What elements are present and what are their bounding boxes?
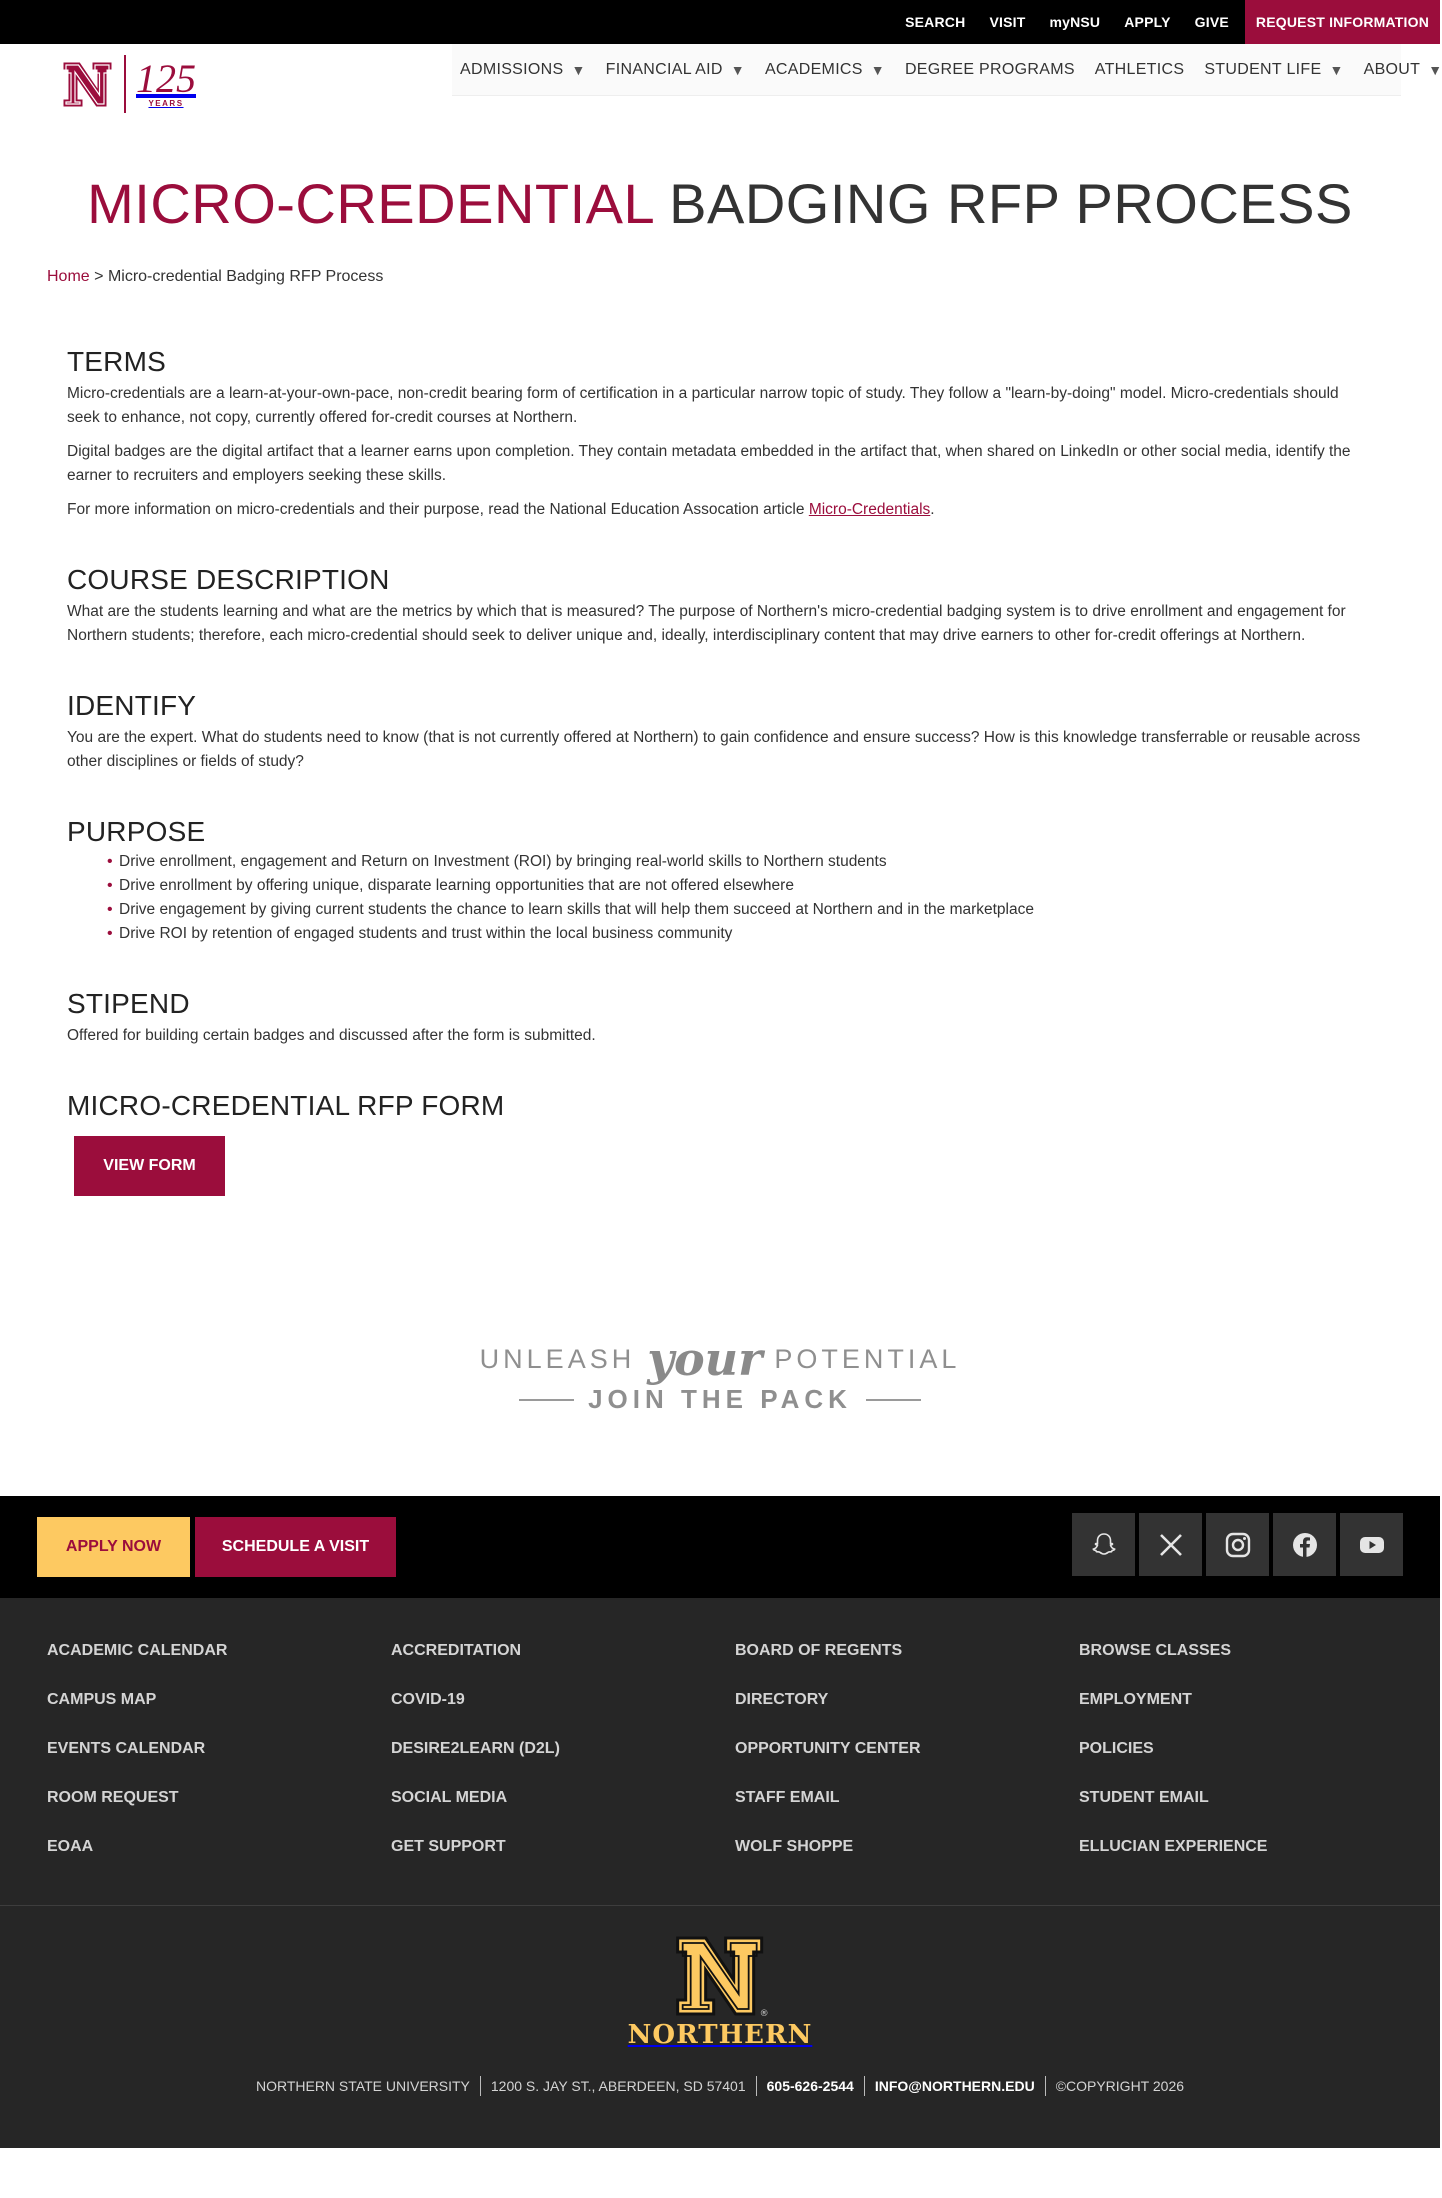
northern-gold-n-icon <box>674 1934 769 2019</box>
footer-university-name: NORTHERN STATE UNIVERSITY <box>255 2078 470 2094</box>
apply-link[interactable]: APPLY <box>1124 14 1171 30</box>
identify-section <box>67 690 1373 774</box>
footer-link-student-email[interactable]: STUDENT EMAIL <box>1079 1788 1209 1806</box>
breadcrumb-home-link[interactable]: Home <box>47 268 90 285</box>
tagline-potential: POTENTIAL <box>774 1343 961 1374</box>
footer-link-eoaa[interactable]: EOAA <box>47 1837 94 1855</box>
list-item: • Drive engagement by giving current students the chance to learn skills that will help them succeed at Northern and in the marketplace <box>107 898 1373 922</box>
nav-student-life[interactable] <box>1204 61 1343 79</box>
nav-degree-programs[interactable] <box>905 61 1075 79</box>
page-title-rest: BADGING RFP PROCESS <box>669 172 1353 235</box>
list-item: • Drive enrollment, engagement and Return on Investment (ROI) by bringing real-world skills to Northern students <box>107 850 1373 874</box>
footer-link-staff-email[interactable]: STAFF EMAIL <box>735 1788 840 1806</box>
terms-heading: TERMS <box>67 346 166 377</box>
footer-link-accreditation[interactable]: ACCREDITATION <box>391 1641 522 1659</box>
cta-bar <box>0 1496 1440 1598</box>
logo-125-number: 125 <box>136 56 196 101</box>
nav-about[interactable] <box>1364 61 1442 79</box>
nav-athletics-label: ATHLETICS <box>1094 60 1185 78</box>
svg-text:®: ® <box>759 2009 769 2019</box>
stipend-paragraph: Offered for building certain badges and discussed after the form is submitted. <box>67 1027 596 1044</box>
tagline-line-2 <box>490 1384 950 1415</box>
footer-link-employment[interactable]: EMPLOYMENT <box>1079 1690 1192 1708</box>
logo-125-mark <box>136 56 196 108</box>
tagline-join: JOIN THE PACK <box>588 1384 852 1414</box>
caret-down-icon: ▼ <box>571 61 586 78</box>
main-content <box>0 346 1440 1196</box>
purpose-heading: PURPOSE <box>67 816 206 847</box>
nav-financial-aid-label: FINANCIAL AID <box>605 60 723 78</box>
caret-down-icon: ▼ <box>1428 61 1442 78</box>
terms-paragraph-2: Digital badges are the digital artifact that a learner earns upon completion. They contain metadata embedded in the artifact that, when shared on LinkedIn or other social media, identify the earner to recruiters and employers seeking these skills. <box>67 443 1351 484</box>
footer-link-directory[interactable]: DIRECTORY <box>735 1690 829 1708</box>
identify-heading: IDENTIFY <box>67 690 197 721</box>
terms-section <box>67 346 1373 522</box>
tagline-dash-right <box>866 1399 921 1401</box>
page-title-accent: MICRO-CREDENTIAL <box>87 172 654 235</box>
caret-down-icon: ▼ <box>870 61 885 78</box>
northern-wordmark: NORTHERN <box>627 2020 813 2050</box>
footer-link-events-calendar[interactable]: EVENTS CALENDAR <box>47 1739 206 1757</box>
footer-link-opportunity-center[interactable]: OPPORTUNITY CENTER <box>735 1739 921 1757</box>
nav-about-label: ABOUT <box>1363 60 1421 78</box>
footer-link-campus-map[interactable]: CAMPUS MAP <box>47 1690 157 1708</box>
nav-admissions-label: ADMISSIONS <box>460 60 564 78</box>
footer-link-wolf-shoppe[interactable]: WOLF SHOPPE <box>735 1837 854 1855</box>
tagline-dash-left <box>519 1399 574 1401</box>
footer-bottom <box>0 1906 1440 2148</box>
course-description-heading: COURSE DESCRIPTION <box>67 564 390 595</box>
mynsu-link[interactable]: myNSU <box>1049 14 1101 30</box>
nsu-125-logo[interactable] <box>60 54 196 114</box>
footer-link-ellucian-experience[interactable]: ELLUCIAN EXPERIENCE <box>1079 1837 1268 1855</box>
footer-phone-link[interactable]: 605-626-2544 <box>756 2076 864 2096</box>
footer-link-desire2learn[interactable]: DESIRE2LEARN (D2L) <box>391 1739 560 1757</box>
northern-n-icon <box>60 57 115 112</box>
rfp-form-heading: MICRO-CREDENTIAL RFP FORM <box>67 1090 505 1121</box>
caret-down-icon: ▼ <box>1329 61 1344 78</box>
terms-paragraph-3-end: . <box>930 501 935 518</box>
terms-paragraph-3 <box>67 498 1373 522</box>
terms-paragraph-1: Micro-credentials are a learn-at-your-own-pace, non-credit bearing form of certification in a particular narrow topic of study. They follow a "learn-by-doing" model. Micro-credentials should seek to enhance, not copy, currently offered for-credit courses at Northern. <box>67 385 1339 426</box>
nav-degree-programs-label: DEGREE PROGRAMS <box>904 60 1075 78</box>
main-header <box>0 44 1440 134</box>
give-link[interactable]: GIVE <box>1194 14 1229 30</box>
rfp-form-section <box>67 1090 1373 1196</box>
purpose-section <box>67 816 1373 946</box>
nav-academics[interactable] <box>765 61 885 79</box>
footer-link-social-media[interactable]: SOCIAL MEDIA <box>391 1788 508 1806</box>
footer-link-browse-classes[interactable]: BROWSE CLASSES <box>1079 1641 1232 1659</box>
utility-bar <box>0 0 1440 44</box>
tagline-line-1 <box>479 1332 961 1386</box>
footer-email-link[interactable]: INFO@NORTHERN.EDU <box>864 2076 1045 2096</box>
unleash-potential-tagline <box>479 1332 961 1464</box>
caret-down-icon: ▼ <box>730 61 745 78</box>
visit-link[interactable]: VISIT <box>989 14 1026 30</box>
breadcrumb <box>47 268 1440 286</box>
apply-now-button[interactable]: APPLY NOW <box>37 1517 190 1577</box>
footer-link-academic-calendar[interactable]: ACADEMIC CALENDAR <box>47 1641 228 1659</box>
nav-academics-label: ACADEMICS <box>764 60 863 78</box>
stipend-section <box>67 988 1373 1048</box>
footer-link-policies[interactable]: POLICIES <box>1079 1739 1154 1757</box>
logo-divider <box>124 55 126 113</box>
breadcrumb-separator: > <box>94 268 104 285</box>
footer-link-get-support[interactable]: GET SUPPORT <box>391 1837 506 1855</box>
request-information-button[interactable]: REQUEST INFORMATION <box>1245 0 1440 44</box>
main-nav <box>452 44 1442 96</box>
facebook-icon[interactable] <box>1273 1513 1336 1576</box>
youtube-icon[interactable] <box>1340 1513 1403 1576</box>
course-description-section <box>67 564 1373 648</box>
social-links <box>1072 1513 1403 1576</box>
tagline-unleash: UNLEASH <box>479 1343 636 1374</box>
footer-link-board-of-regents[interactable]: BOARD OF REGENTS <box>735 1641 903 1659</box>
view-form-button[interactable]: VIEW FORM <box>74 1136 225 1196</box>
micro-credentials-article-link[interactable]: Micro-Credentials <box>808 501 931 518</box>
footer-address-bar <box>0 2076 1440 2096</box>
footer-street-address: 1200 S. JAY ST., ABERDEEN, SD 57401 <box>480 2076 756 2096</box>
x-icon[interactable] <box>1139 1513 1202 1576</box>
logo-years-label: YEARS <box>148 99 184 108</box>
schedule-visit-button[interactable]: SCHEDULE A VISIT <box>195 1517 396 1577</box>
identify-paragraph: You are the expert. What do students need to know (that is not currently offered at Northern) to gain confidence and ensure success? How is this knowledge transferrable or reusable across other disciplines or fields of study? <box>67 729 1361 770</box>
terms-paragraph-3-text: For more information on micro-credentials and their purpose, read the National Education Assocation article <box>67 501 809 518</box>
course-description-paragraph: What are the students learning and what are the metrics by which that is measured? The purpose of Northern's micro-credential badging system is to drive enrollment and engagement for Northern students; therefore, each micro-credential should seek to deliver unique and, ideally, interdisciplinary content that may drive earners to other for-credit offerings at Northern. <box>67 603 1346 644</box>
purpose-list <box>107 850 1373 946</box>
list-item: • Drive ROI by retention of engaged students and trust within the local business community <box>107 922 1373 946</box>
nav-admissions[interactable] <box>460 61 586 79</box>
northern-logo[interactable] <box>628 1934 813 2050</box>
page-title <box>0 172 1440 236</box>
footer-links-grid <box>0 1598 1440 1906</box>
nav-athletics[interactable] <box>1095 61 1185 79</box>
instagram-icon[interactable] <box>1206 1513 1269 1576</box>
stipend-heading: STIPEND <box>67 988 190 1019</box>
list-item: • Drive enrollment by offering unique, disparate learning opportunities that are not offered elsewhere <box>107 874 1373 898</box>
footer-link-room-request[interactable]: ROOM REQUEST <box>47 1788 179 1806</box>
footer-link-covid-19[interactable]: COVID-19 <box>391 1690 465 1708</box>
tagline-your: your <box>647 1332 763 1386</box>
snapchat-icon[interactable] <box>1072 1513 1135 1576</box>
search-link[interactable]: SEARCH <box>905 14 966 30</box>
nav-student-life-label: STUDENT LIFE <box>1204 60 1322 78</box>
nav-financial-aid[interactable] <box>606 61 745 79</box>
breadcrumb-current: Micro-credential Badging RFP Process <box>107 268 384 285</box>
footer-copyright: ©COPYRIGHT 2026 <box>1045 2076 1194 2096</box>
